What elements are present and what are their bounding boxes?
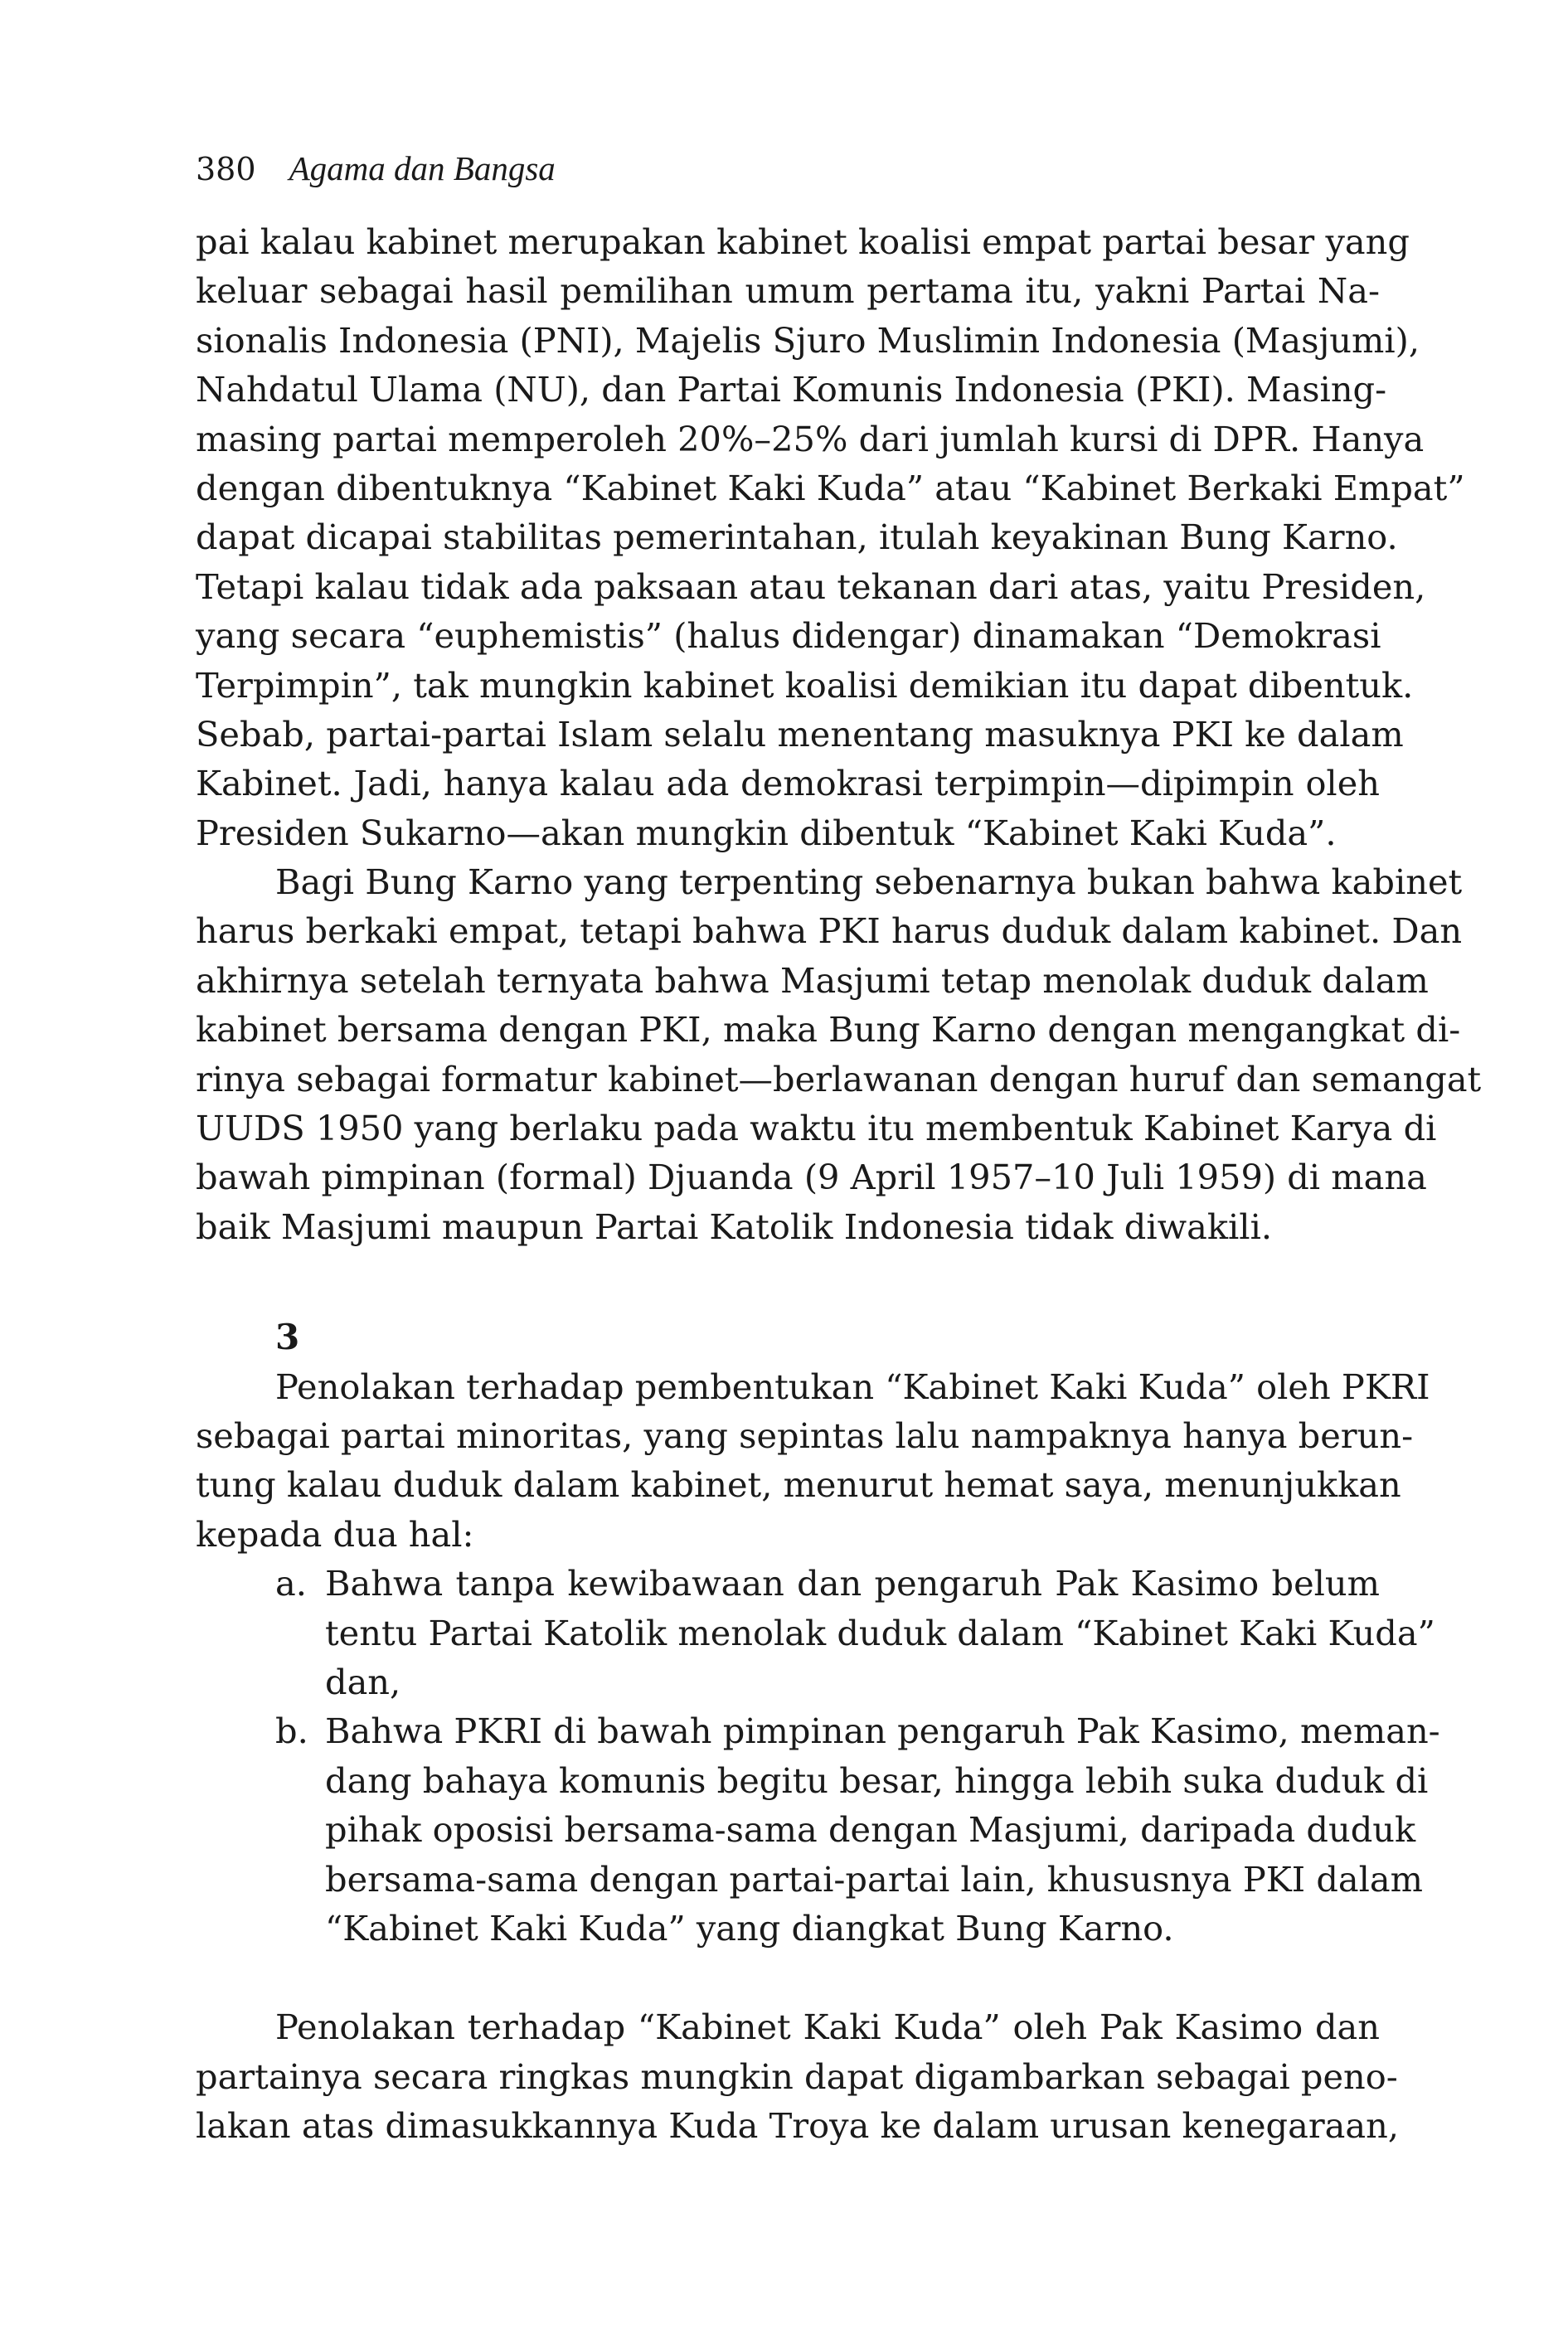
list-item-a: [196, 1559, 1435, 1706]
text-line: keluar sebagai hasil pemilihan umum pertama itu, yakni Partai Na-: [196, 270, 1380, 312]
text-line: bawah pimpinan (formal) Djuanda (9 April 1957–10 Juli 1959) di mana: [196, 1157, 1427, 1198]
text-line: UUDS 1950 yang berlaku pada waktu itu membentuk Kabinet Karya di: [196, 1108, 1437, 1149]
text-line: Bahwa PKRI di bawah pimpinan pengaruh Pak Kasimo, meman-: [325, 1711, 1440, 1752]
text-line: kepada dua hal:: [196, 1513, 474, 1555]
list-marker: a.: [275, 1563, 307, 1604]
text-line: Terpimpin”, tak mungkin kabinet koalisi demikian itu dapat dibentuk.: [196, 664, 1414, 706]
text-line: masing partai memperoleh 20%–25% dari jumlah kursi di DPR. Hanya: [196, 418, 1425, 459]
text-line: Bagi Bung Karno yang terpenting sebenarnya bukan bahwa kabinet: [275, 861, 1463, 903]
text-line: bersama-sama dengan partai-partai lain, khususnya PKI dalam: [325, 1858, 1424, 1900]
text-line: lakan atas dimasukkannya Kuda Troya ke dalam urusan kenegaraan,: [196, 2105, 1400, 2147]
list-item-b: [196, 1706, 1440, 1953]
text-line: dengan dibentuknya “Kabinet Kaki Kuda” atau “Kabinet Berkaki Empat”: [196, 467, 1465, 508]
text-line: Kabinet. Jadi, hanya kalau ada demokrasi terpimpin—dipimpin oleh: [196, 763, 1380, 804]
text-line: Nahdatul Ulama (NU), dan Partai Komunis Indonesia (PKI). Masing-: [196, 369, 1387, 410]
text-line: yang secara “euphemistis” (halus didengar) dinamakan “Demokrasi: [196, 615, 1381, 657]
running-header: [196, 148, 556, 190]
text-line: Presiden Sukarno—akan mungkin dibentuk “Kabinet Kaki Kuda”.: [196, 812, 1337, 853]
text-line: tung kalau duduk dalam kabinet, menurut hemat saya, menunjukkan: [196, 1464, 1401, 1506]
text-line: Penolakan terhadap pembentukan “Kabinet Kaki Kuda” oleh PKRI: [275, 1366, 1430, 1407]
text-line: baik Masjumi maupun Partai Katolik Indonesia tidak diwakili.: [196, 1206, 1273, 1247]
text-line: pai kalau kabinet merupakan kabinet koalisi empat partai besar yang: [196, 221, 1410, 262]
text-line: Penolakan terhadap “Kabinet Kaki Kuda” oleh Pak Kasimo dan: [275, 2007, 1380, 2048]
text-line: Tetapi kalau tidak ada paksaan atau tekanan dari atas, yaitu Presiden,: [196, 565, 1426, 607]
text-line: dang bahaya komunis begitu besar, hingga lebih suka duduk di: [325, 1759, 1429, 1801]
paragraph-2: [196, 857, 1482, 1251]
page-number: 380: [196, 151, 256, 187]
paragraph-4: [196, 2002, 1400, 2150]
text-line: Sebab, partai-partai Islam selalu menentang masuknya PKI ke dalam: [196, 713, 1404, 755]
paragraph-3: [196, 1362, 1430, 1560]
text-line: partainya secara ringkas mungkin dapat digambarkan sebagai peno-: [196, 2055, 1398, 2097]
text-line: pihak oposisi bersama-sama dengan Masjumi, daripada duduk: [325, 1809, 1416, 1851]
text-line: tentu Partai Katolik menolak duduk dalam “Kabinet Kaki Kuda”: [325, 1612, 1435, 1653]
text-line: kabinet bersama dengan PKI, maka Bung Karno dengan mengangkat di-: [196, 1009, 1461, 1051]
body-text: [196, 217, 1482, 2150]
list-marker: b.: [275, 1711, 308, 1752]
text-line: sionalis Indonesia (PNI), Majelis Sjuro Muslimin Indonesia (Masjumi),: [196, 319, 1420, 361]
text-line: akhirnya setelah ternyata bahwa Masjumi tetap menolak duduk dalam: [196, 959, 1429, 1001]
text-line: dan,: [325, 1661, 401, 1702]
text-line: “Kabinet Kaki Kuda” yang diangkat Bung Karno.: [325, 1907, 1174, 1949]
section-number: 3: [275, 1317, 300, 1358]
text-line: Bahwa tanpa kewibawaan dan pengaruh Pak Kasimo belum: [325, 1563, 1380, 1604]
paragraph-1: [196, 217, 1465, 857]
list: [196, 1559, 1440, 1953]
text-line: rinya sebagai formatur kabinet—berlawanan dengan huruf dan semangat: [196, 1058, 1482, 1099]
text-line: sebagai partai minoritas, yang sepintas lalu nampaknya hanya berun-: [196, 1415, 1414, 1456]
text-line: dapat dicapai stabilitas pemerintahan, itulah keyakinan Bung Karno.: [196, 517, 1398, 558]
running-title: Agama dan Bangsa: [289, 149, 556, 187]
text-line: harus berkaki empat, tetapi bahwa PKI harus duduk dalam kabinet. Dan: [196, 910, 1463, 952]
